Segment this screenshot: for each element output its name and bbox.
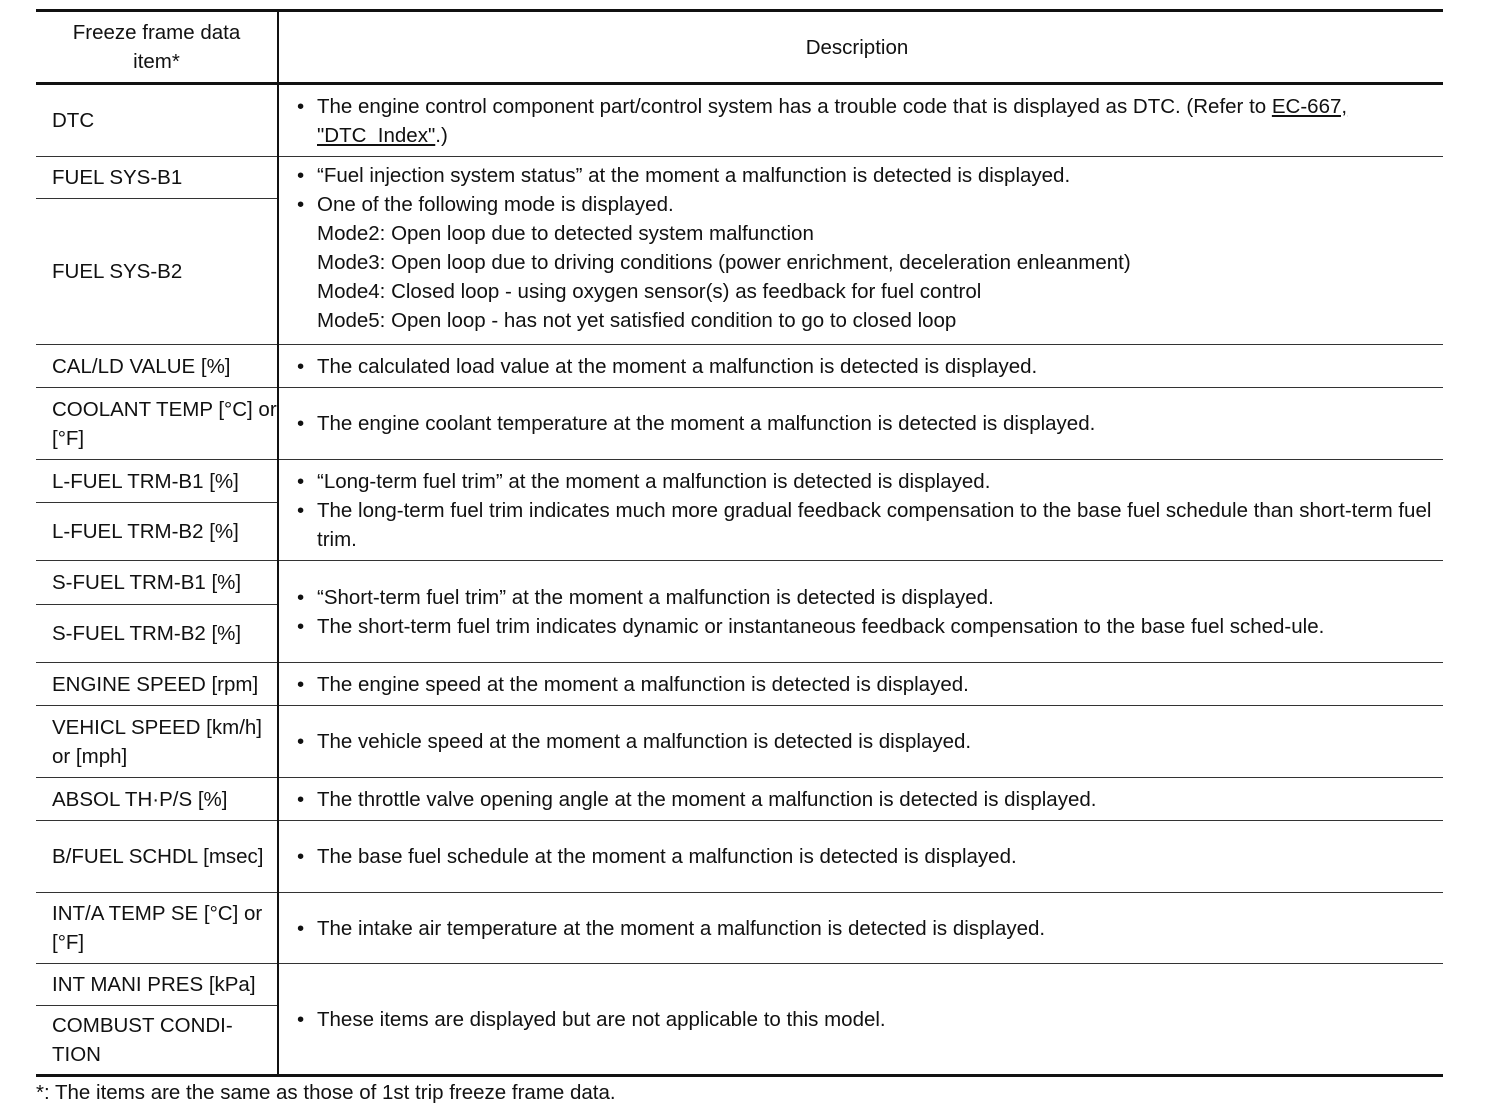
- item-cell: ABSOL TH·P/S [%]: [36, 778, 278, 821]
- mode-line: Mode4: Closed loop - using oxygen sensor(s) as feedback for fuel control: [317, 280, 982, 303]
- description-cell: [278, 893, 1443, 964]
- table-row: [36, 706, 1443, 778]
- description-text: The engine control component part/control system has a trouble code that is displayed as DTC. (Refer to: [317, 94, 1272, 118]
- description-cell: [278, 663, 1443, 706]
- item-cell: B/FUEL SCHDL [msec]: [36, 821, 278, 893]
- bullet: •: [297, 614, 305, 638]
- bullet: •: [297, 193, 305, 216]
- bullet: •: [297, 354, 305, 378]
- item-cell: S-FUEL TRM-B2 [%]: [36, 605, 278, 663]
- bullet: •: [297, 787, 305, 811]
- description-text: “Short-term fuel trim” at the moment a malfunction is detected is displayed.: [317, 585, 994, 609]
- header-description: Description: [278, 11, 1443, 84]
- item-cell: VEHICL SPEED [km/h] or [mph]: [36, 706, 278, 778]
- bullet: •: [297, 164, 305, 187]
- description-text: The vehicle speed at the moment a malfunction is detected is displayed.: [317, 730, 972, 753]
- bullet: •: [297, 469, 305, 493]
- description-cell: [278, 778, 1443, 821]
- description-cell: [278, 157, 1443, 345]
- item-cell: INT/A TEMP SE [°C] or [°F]: [36, 893, 278, 964]
- description-text: The base fuel schedule at the moment a malfunction is detected is displayed.: [317, 845, 1017, 868]
- item-cell: CAL/LD VALUE [%]: [36, 345, 278, 388]
- item-cell: COOLANT TEMP [°C] or [°F]: [36, 388, 278, 460]
- description-text: The engine coolant temperature at the moment a malfunction is detected is displayed.: [317, 412, 1096, 435]
- description-cell: [278, 388, 1443, 460]
- description-text: The throttle valve opening angle at the moment a malfunction is detected is displayed.: [317, 787, 1097, 811]
- description-text: The long-term fuel trim indicates much more gradual feedback compensation to the base fuel schedule than short-term fuel trim.: [317, 498, 1432, 551]
- table-row: [36, 157, 1443, 199]
- table-row: [36, 388, 1443, 460]
- freeze-frame-table: [36, 9, 1443, 1077]
- bullet: •: [297, 672, 305, 696]
- bullet: •: [297, 916, 305, 940]
- table-row: [36, 345, 1443, 388]
- header-item: [36, 11, 278, 84]
- table-row: [36, 460, 1443, 503]
- bullet: •: [297, 585, 305, 609]
- item-cell: DTC: [36, 84, 278, 157]
- description-text: The short-term fuel trim indicates dynamic or instantaneous feedback compensation to the base fuel sched-ule.: [317, 614, 1325, 638]
- description-cell: [278, 460, 1443, 561]
- item-cell: COMBUST CONDI-TION: [36, 1006, 278, 1076]
- mode-line: Mode2: Open loop due to detected system malfunction: [317, 222, 814, 245]
- description-cell: [278, 964, 1443, 1076]
- item-cell: FUEL SYS-B2: [36, 199, 278, 345]
- table-row: [36, 778, 1443, 821]
- bullet: •: [297, 498, 305, 522]
- description-text: “Long-term fuel trim” at the moment a malfunction is detected is displayed.: [317, 469, 991, 493]
- dtc-index-link[interactable]: EC-667, "DTC_Index": [317, 94, 1348, 147]
- item-cell: L-FUEL TRM-B2 [%]: [36, 503, 278, 561]
- footnote: *: The items are the same as those of 1st trip freeze frame data.: [36, 1081, 616, 1104]
- description-cell: [278, 821, 1443, 893]
- description-text: One of the following mode is displayed.: [317, 193, 674, 216]
- description-text: The engine speed at the moment a malfunction is detected is displayed.: [317, 672, 969, 696]
- table-row: [36, 663, 1443, 706]
- description-text: .): [435, 123, 448, 147]
- mode-line: Mode3: Open loop due to driving conditions (power enrichment, deceleration enleanment): [317, 251, 1131, 274]
- bullet: •: [297, 94, 305, 118]
- description-text: These items are displayed but are not applicable to this model.: [317, 1007, 886, 1031]
- item-cell: L-FUEL TRM-B1 [%]: [36, 460, 278, 503]
- bullet: •: [297, 730, 305, 753]
- description-text: “Fuel injection system status” at the moment a malfunction is detected is displayed.: [317, 164, 1071, 187]
- mode-line: Mode5: Open loop - has not yet satisfied condition to go to closed loop: [317, 309, 957, 332]
- description-cell: [278, 561, 1443, 663]
- item-cell: FUEL SYS-B1: [36, 157, 278, 199]
- table-row: [36, 561, 1443, 605]
- description-cell: [278, 706, 1443, 778]
- header-item-label: Freeze frame data item*: [72, 21, 241, 73]
- table-row: [36, 84, 1443, 157]
- item-cell: INT MANI PRES [kPa]: [36, 964, 278, 1006]
- table-row: [36, 821, 1443, 893]
- bullet: •: [297, 1007, 305, 1031]
- table-row: [36, 893, 1443, 964]
- item-cell: ENGINE SPEED [rpm]: [36, 663, 278, 706]
- table-row: [36, 964, 1443, 1006]
- description-text: The calculated load value at the moment a malfunction is detected is displayed.: [317, 354, 1038, 378]
- bullet: •: [297, 412, 305, 435]
- description-text: The intake air temperature at the moment a malfunction is detected is displayed.: [317, 916, 1046, 940]
- description-cell: [278, 84, 1443, 157]
- item-cell: S-FUEL TRM-B1 [%]: [36, 561, 278, 605]
- description-cell: [278, 345, 1443, 388]
- bullet: •: [297, 845, 305, 868]
